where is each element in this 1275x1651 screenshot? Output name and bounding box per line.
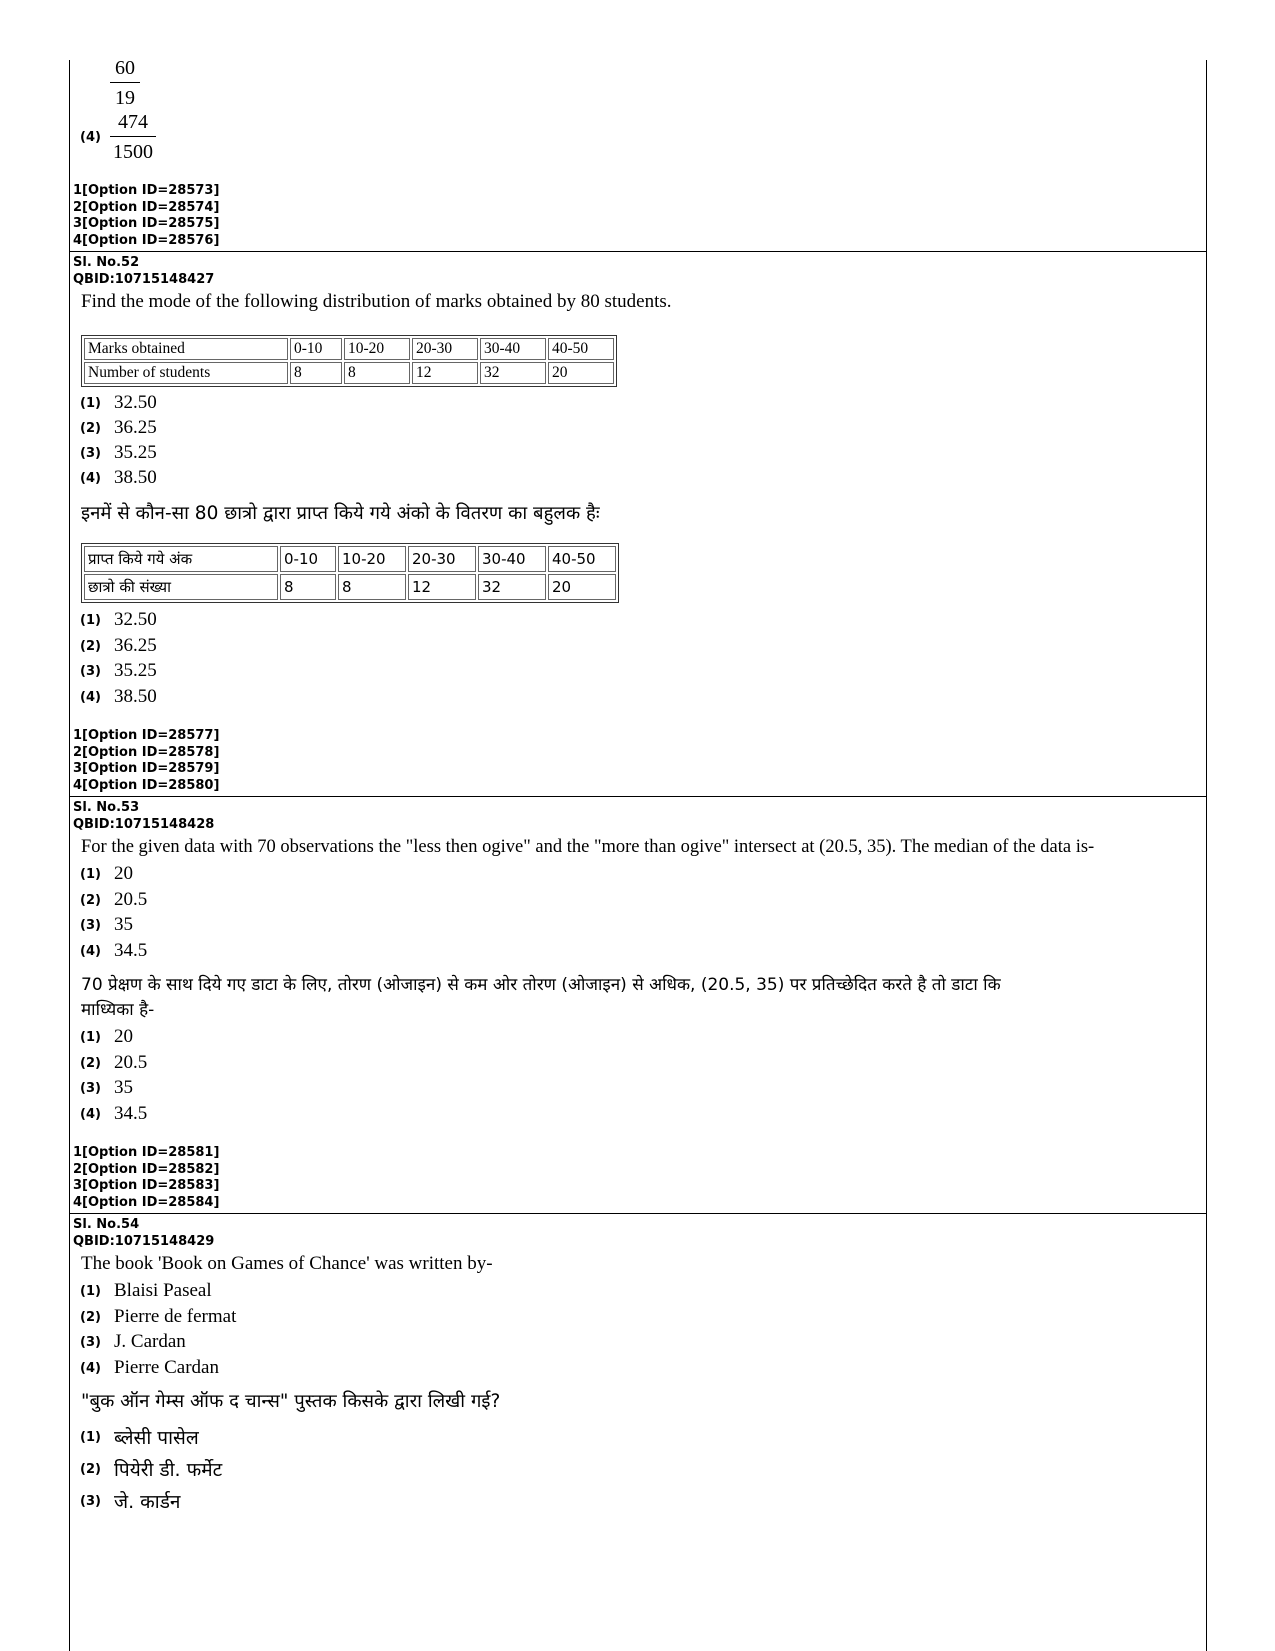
table-cell: 32 (478, 574, 546, 600)
qbid: QBID:10715148428 (73, 816, 215, 832)
option-label: (4) (80, 470, 101, 486)
option-4[interactable] (80, 1357, 219, 1381)
marks-table-en (81, 335, 617, 387)
option-label: (1) (80, 1429, 101, 1445)
option-4[interactable] (80, 686, 157, 710)
option-label: (2) (80, 638, 101, 654)
fraction-denominator: 19 (115, 87, 135, 109)
option-1[interactable] (80, 1280, 212, 1304)
table-cell: 40-50 (548, 546, 616, 572)
option-value: Pierre de fermat (114, 1306, 237, 1327)
option-value: 35 (114, 1077, 133, 1098)
table-row (84, 546, 616, 572)
question-text-en: Find the mode of the following distribution of marks obtained by 80 students. (81, 291, 672, 312)
option-3[interactable] (80, 1488, 180, 1516)
fraction-denominator: 1500 (113, 141, 153, 163)
option-label: (1) (80, 1283, 101, 1299)
table-cell: 12 (412, 362, 478, 384)
option-id: 2[Option ID=28578] (73, 744, 220, 760)
option-label: (2) (80, 1309, 101, 1325)
option-label: (1) (80, 395, 101, 411)
option-label: (4) (80, 1360, 101, 1376)
option-label: (1) (80, 612, 101, 628)
option-3[interactable] (80, 660, 157, 684)
option-id: 4[Option ID=28576] (73, 232, 220, 248)
option-id: 2[Option ID=28574] (73, 199, 220, 215)
option-1[interactable] (80, 1424, 199, 1452)
option-3[interactable] (80, 1331, 186, 1355)
option-id: 4[Option ID=28584] (73, 1194, 220, 1210)
option-label: (3) (80, 445, 101, 461)
table-cell: 10-20 (338, 546, 406, 572)
option-value: 20.5 (114, 889, 148, 910)
option-value: 35 (114, 914, 133, 935)
option-value: Pierre Cardan (114, 1357, 219, 1378)
question-text-hi-line-1: 70 प्रेक्षण के साथ दिये गए डाटा के लिए, तोरण (ओजाइन) से कम ओर तोरण (ओजाइन) से अधिक, (20.5, 35) पर प्रतिच्छेदित करते है तो डाटा कि (81, 975, 1001, 995)
table-cell: 20 (548, 362, 614, 384)
table-row (84, 338, 614, 360)
option-3[interactable] (80, 914, 133, 938)
qbid: QBID:10715148429 (73, 1233, 215, 1249)
option-label: (2) (80, 892, 101, 908)
table-cell: 30-40 (480, 338, 546, 360)
option-value: 32.50 (114, 609, 157, 630)
option-id: 3[Option ID=28579] (73, 761, 220, 776)
option-value: 34.5 (114, 940, 148, 961)
option-4[interactable] (80, 128, 114, 152)
option-label: (3) (80, 1080, 101, 1096)
serial-number: Sl. No.54 (73, 1217, 140, 1232)
option-label: (2) (80, 1055, 101, 1071)
option-2[interactable] (80, 1052, 147, 1076)
question-divider (70, 796, 1206, 797)
table-cell: 10-20 (344, 338, 410, 360)
table-cell: 0-10 (290, 338, 342, 360)
option-value: 32.50 (114, 392, 157, 413)
option-1[interactable] (80, 609, 157, 633)
question-text-hi: "बुक ऑन गेम्स ऑफ द चान्स" पुस्तक किसके द्वारा लिखी गई? (81, 1391, 501, 1412)
option-3[interactable] (80, 1077, 133, 1101)
option-id: 4[Option ID=28580] (73, 777, 220, 793)
table-cell: छात्रो की संख्या (84, 574, 278, 600)
option-id-list (73, 1145, 219, 1211)
option-value: 38.50 (114, 686, 157, 707)
table-cell: 0-10 (280, 546, 336, 572)
option-4[interactable] (80, 1103, 147, 1127)
table-cell: 30-40 (478, 546, 546, 572)
page-frame (69, 57, 1207, 1651)
option-value: 35.25 (114, 660, 157, 681)
option-4[interactable] (80, 940, 147, 964)
option-label: (4) (80, 1106, 101, 1122)
option-label: (3) (80, 1493, 101, 1509)
option-4[interactable] (80, 467, 157, 491)
option-1[interactable] (80, 392, 157, 416)
option-value: जे. कार्डन (114, 1491, 181, 1513)
table-cell: 8 (338, 574, 406, 600)
fraction-bar (110, 136, 156, 137)
question-header (73, 800, 214, 833)
option-label: (1) (80, 866, 101, 882)
table-cell: 20-30 (412, 338, 478, 360)
option-label: (4) (80, 129, 101, 145)
option-id: 1[Option ID=28577] (73, 728, 220, 743)
question-header (73, 255, 214, 288)
option-id: 2[Option ID=28582] (73, 1161, 220, 1177)
serial-number: Sl. No.53 (73, 800, 140, 815)
option-label: (3) (80, 917, 101, 933)
option-id-list (73, 183, 219, 249)
option-3[interactable] (80, 442, 157, 466)
question-divider (70, 1213, 1206, 1214)
option-value: ब्लेसी पासेल (114, 1427, 199, 1449)
table-row (84, 574, 616, 600)
option-value: 36.25 (114, 417, 157, 438)
question-header (73, 1217, 214, 1250)
option-2[interactable] (80, 1456, 222, 1484)
fraction-option-4 (110, 110, 156, 164)
serial-number: Sl. No.52 (73, 255, 140, 270)
question-text-en: The book 'Book on Games of Chance' was written by- (81, 1253, 493, 1274)
option-value: पियेरी डी. फर्मेट (114, 1459, 223, 1481)
question-text-en: For the given data with 70 observations the "less then ogive" and the "more than ogive" intersect at (20.5, 35). The median of the data is- (81, 837, 1095, 857)
question-text-hi-line-2: माध्यिका है- (81, 1000, 155, 1020)
option-id: 1[Option ID=28573] (73, 183, 220, 198)
option-2[interactable] (80, 889, 147, 913)
option-value: 20 (114, 863, 133, 884)
option-value: 36.25 (114, 635, 157, 656)
option-id-list (73, 728, 219, 794)
table-cell: प्राप्त किये गये अंक (84, 546, 278, 572)
option-id: 1[Option ID=28581] (73, 1145, 220, 1160)
table-cell: Number of students (84, 362, 288, 384)
option-label: (4) (80, 689, 101, 705)
option-value: 38.50 (114, 467, 157, 488)
table-row (84, 362, 614, 384)
fraction-numerator: 474 (118, 111, 148, 133)
option-2[interactable] (80, 417, 157, 441)
option-1[interactable] (80, 863, 133, 887)
option-value: 34.5 (114, 1103, 148, 1124)
option-2[interactable] (80, 635, 157, 659)
option-value: Blaisi Paseal (114, 1280, 212, 1301)
option-value: 35.25 (114, 442, 157, 463)
question-text-hi: इनमें से कौन-सा 80 छात्रो द्वारा प्राप्त किये गये अंको के वितरण का बहुलक हैः (81, 503, 600, 524)
table-cell: 40-50 (548, 338, 614, 360)
option-value: 20 (114, 1026, 133, 1047)
qbid: QBID:10715148427 (73, 271, 215, 287)
fraction-numerator: 60 (115, 57, 135, 79)
fraction-bar (110, 82, 140, 83)
option-label: (1) (80, 1029, 101, 1045)
table-cell: Marks obtained (84, 338, 288, 360)
option-value: J. Cardan (114, 1331, 186, 1352)
option-id: 3[Option ID=28583] (73, 1178, 220, 1193)
option-label: (4) (80, 943, 101, 959)
option-1[interactable] (80, 1026, 133, 1050)
option-label: (3) (80, 663, 101, 679)
table-cell: 12 (408, 574, 476, 600)
option-label: (3) (80, 1334, 101, 1350)
table-cell: 32 (480, 362, 546, 384)
table-cell: 20 (548, 574, 616, 600)
fraction-option-3 (110, 56, 140, 110)
marks-table-hi (81, 543, 619, 603)
table-cell: 8 (290, 362, 342, 384)
option-value: 20.5 (114, 1052, 148, 1073)
table-cell: 20-30 (408, 546, 476, 572)
table-cell: 8 (344, 362, 410, 384)
option-id: 3[Option ID=28575] (73, 216, 220, 231)
option-2[interactable] (80, 1306, 236, 1330)
option-label: (2) (80, 1461, 101, 1477)
table-cell: 8 (280, 574, 336, 600)
option-label: (2) (80, 420, 101, 436)
question-divider (70, 251, 1206, 252)
